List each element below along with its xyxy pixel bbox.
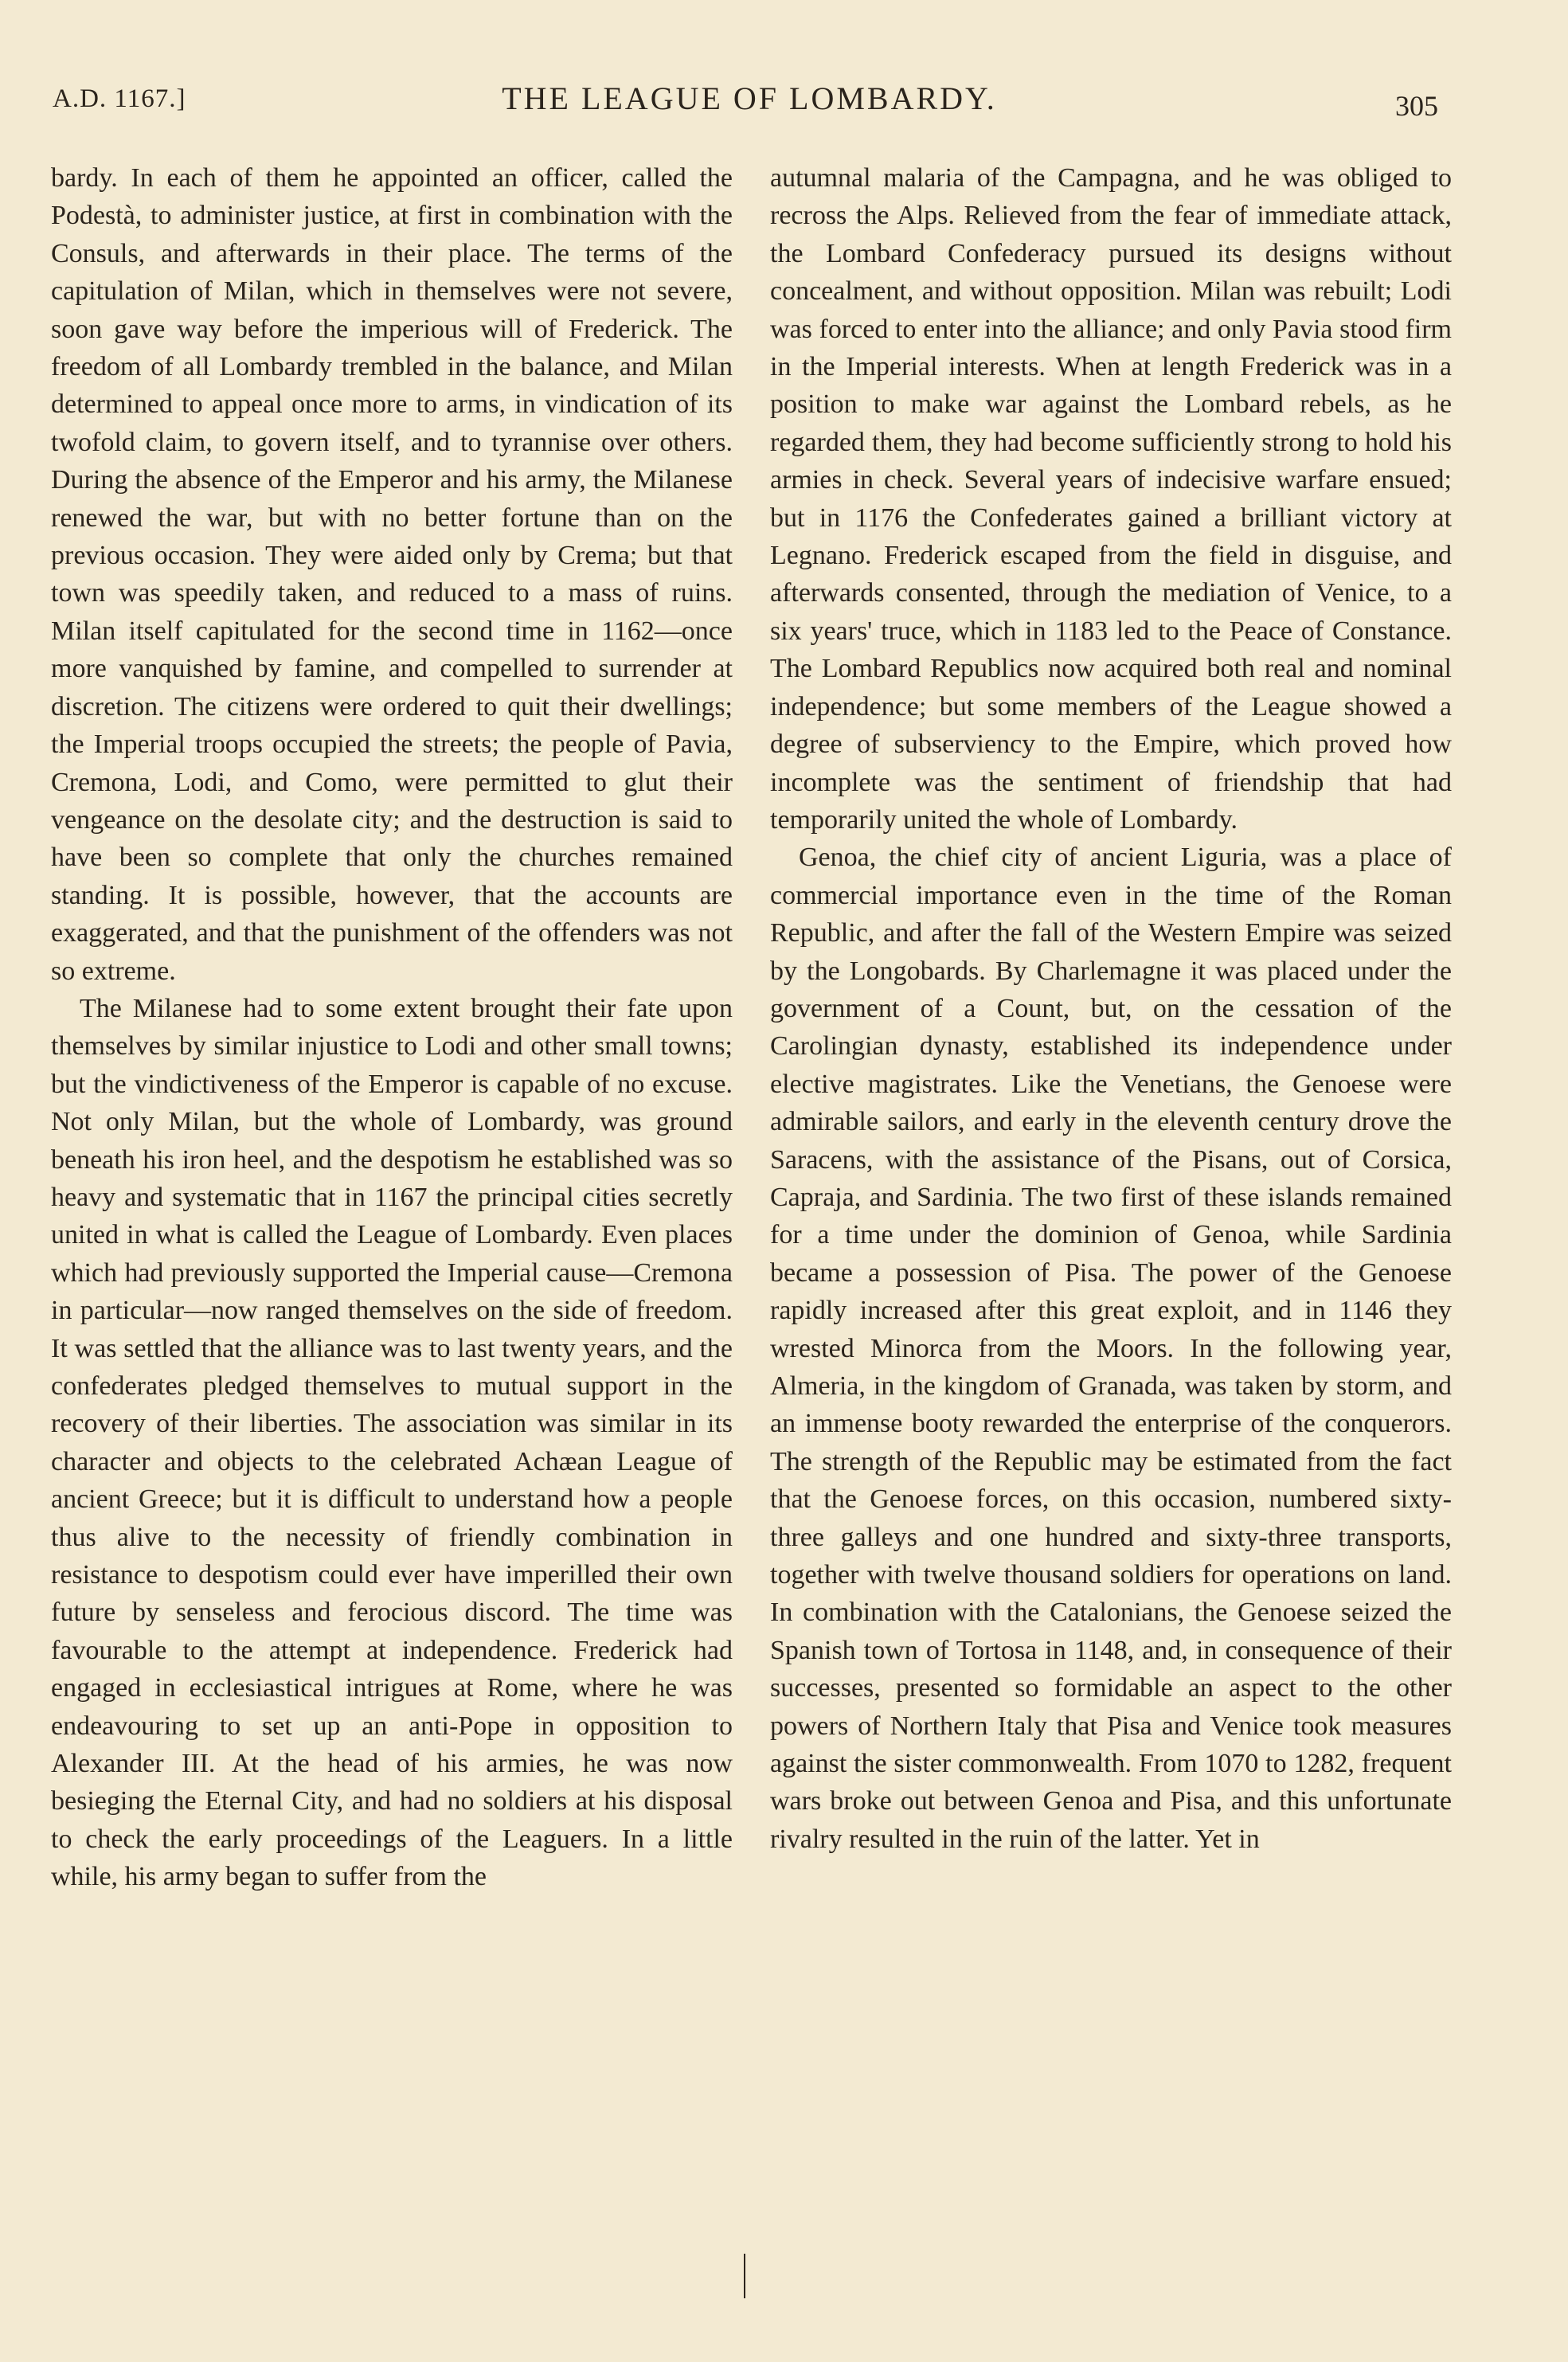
right-column (770, 159, 1452, 1858)
column-divider (744, 2254, 745, 2298)
page-number: 305 (1395, 90, 1438, 122)
paragraph: autumnal malaria of the Campagna, and he was obliged to recross the Alps. Relieved from the fear of immediate attack, the Lombard Confederacy pursued its designs without concealment, and without opposition. Milan was rebuilt; Lodi was forced to enter into the alliance; and only Pavia stood firm in the Imperial interests. When at length Frederick was in a position to make war against the Lombard rebels, as he regarded them, they had become sufficiently strong to hold his armies in check. Several years of indecisive warfare ensued; but in 1176 the Confederates gained a brilliant victory at Legnano. Frederick escaped from the field in disguise, and afterwards consented, through the mediation of Venice, to a six years' truce, which in 1183 led to the Peace of Constance. The Lombard Republics now acquired both real and nominal independence; but some members of the League showed a degree of subserviency to the Empire, which proved how incomplete was the sentiment of friendship that had temporarily united the whole of Lombardy. (770, 163, 1452, 835)
paragraph: The Milanese had to some extent brought their fate upon themselves by similar injustice to Lodi and other small towns; but the vindictiveness of the Emperor is capable of no excuse. Not only Milan, but the whole of Lombardy, was ground beneath his iron heel, and the despotism he established was so heavy and systematic that in 1167 the principal cities secretly united in what is called the League of Lombardy. Even places which had previously supported the Imperial cause—Cremona in particular—now ranged themselves on the side of freedom. It was settled that the alliance was to last twenty years, and the confederates pledged themselves to mutual support in the recovery of their liberties. The association was similar in its character and objects to the celebrated Achæan League of ancient Greece; but it is difficult to understand how a people thus alive to the necessity of friendly combination in resistance to despotism could ever have imperilled their own future by senseless and ferocious discord. The time was favourable to the attempt at independence. Frederick had engaged in ecclesiastical intrigues at Rome, where he was endeavouring to set up an anti-Pope in opposition to Alexander III. At the head of his armies, he was now besieging the Eternal City, and had no soldiers at his disposal to check the early proceedings of the Leaguers. In a little while, his army began to suffer from the (51, 993, 733, 1892)
paragraph: bardy. In each of them he appointed an officer, called the Podestà, to administer justice, at first in combination with the Consuls, and afterwards in their place. The terms of the capitulation of Milan, which in themselves were not severe, soon gave way before the imperious will of Frederick. The freedom of all Lombardy trembled in the balance, and Milan determined to appeal once more to arms, in vindication of its twofold claim, to govern itself, and to tyrannise over others. During the absence of the Emperor and his army, the Milanese renewed the war, but with no better fortune than on the previous occasion. They were aided only by Crema; but that town was speedily taken, and reduced to a mass of ruins. Milan itself capitulated for the second time in 1162—once more vanquished by famine, and compelled to surrender at discretion. The citizens were ordered to quit their dwellings; the Imperial troops occupied the streets; the people of Pavia, Cremona, Lodi, and Como, were permitted to glut their vengeance on the desolate city; and the destruction is said to have been so complete that only the churches remained standing. It is possible, however, that the accounts are exaggerated, and that the punishment of the offenders was not so extreme. (51, 163, 733, 986)
left-column (51, 159, 733, 1896)
running-date: A.D. 1167.] (53, 84, 186, 113)
paragraph: Genoa, the chief city of ancient Liguria, was a place of commercial importance even in the time of the Roman Republic, and after the fall of the Western Empire was seized by the Longobards. By Charlemagne it was placed under the government of a Count, but, on the cessation of the Carolingian dynasty, established its independence under elective magistrates. Like the Venetians, the Genoese were admirable sailors, and early in the eleventh century drove the Saracens, with the assistance of the Pisans, out of Corsica, Capraja, and Sardinia. The two first of these islands remained for a time under the dominion of Genoa, while Sardinia became a possession of Pisa. The power of the Genoese rapidly increased after this great exploit, and in 1146 they wrested Minorca from the Moors. In the following year, Almeria, in the kingdom of Granada, was taken by storm, and an immense booty rewarded the enterprise of the conquerors. The strength of the Republic may be estimated from the fact that the Genoese forces, on this occasion, numbered sixty-three galleys and one hundred and sixty-three transports, together with twelve thousand soldiers for operations on land. In combination with the Catalonians, the Genoese seized the Spanish town of Tortosa in 1148, and, in consequence of their successes, presented so formidable an aspect to the other powers of Northern Italy that Pisa and Venice took measures against the sister commonwealth. From 1070 to 1282, frequent wars broke out between Genoa and Pisa, and this unfortunate rivalry resulted in the ruin of the latter. Yet in (770, 843, 1452, 1854)
running-title: THE LEAGUE OF LOMBARDY. (502, 80, 997, 116)
running-header (53, 80, 1446, 127)
